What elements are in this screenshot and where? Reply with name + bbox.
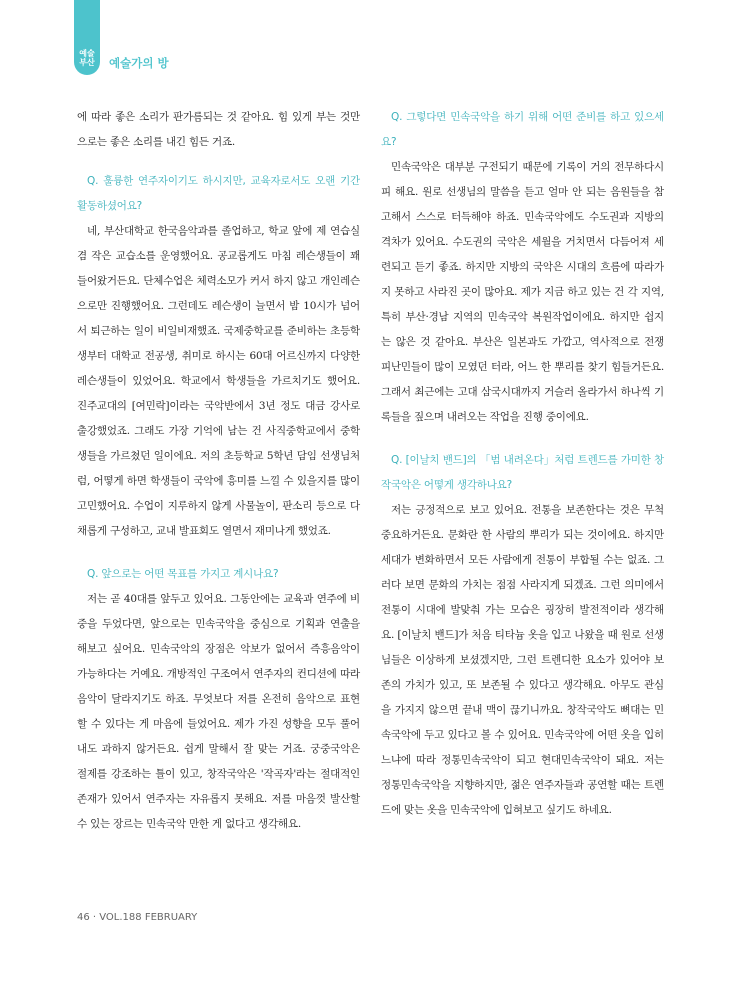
section-title: 예술가의 방 bbox=[109, 56, 169, 70]
right-column bbox=[381, 105, 664, 823]
left-column bbox=[77, 105, 360, 837]
answer-paragraph: 민속국악은 대부분 구전되기 때문에 기록이 거의 전무하다시피 해요. 원로 선생님의 말씀을 듣고 얼마 안 되는 음원들을 참고해서 스스로 터득해야 하죠. 민속국악에도 수도권과 지방의 격차가 있어요. 수도권의 국악은 세월을 거치면서 다듬어져 세련되고 듣기 좋죠. 하지만 지방의 국악은 시대의 흐름에 따라가지 못하고 사라진 곳이 많아요. 제가 지금 하고 있는 건 각 지역, 특히 부산·경남 지역의 민속국악 복원작업이에요. 하지만 쉽지는 않은 것 같아요. 부산은 일본과도 가깝고, 역사적으로 전쟁 피난민들이 많이 모였던 터라, 어느 한 뿌리를 찾기 힘들거든요. 그래서 최근에는 고대 삼국시대까지 거슬러 올라가서 하나씩 기록들을 짚으며 내려오는 작업을 진행 중이에요. bbox=[381, 161, 664, 423]
question-heading: Q. 훌륭한 연주자이기도 하시지만, 교육자로서도 오랜 기간 활동하셨어요? bbox=[77, 175, 360, 212]
magazine-tab-badge bbox=[74, 0, 100, 75]
tab-label: 예술 부산 bbox=[79, 49, 95, 67]
answer-continuation: 에 따라 좋은 소리가 판가름되는 것 같아요. 힘 있게 부는 것만으로는 좋은 소리를 내긴 힘든 거죠. bbox=[77, 111, 360, 148]
answer-paragraph: 네, 부산대학교 한국음악과를 졸업하고, 학교 앞에 제 연습실 겸 작은 교습소를 운영했어요. 공교롭게도 마침 레슨생들이 꽤 들어왔거든요. 단체수업은 체력소모가 커서 하지 않고 개인레슨으로만 진행했어요. 그런데도 레슨생이 늘면서 밤 10시가 넘어서 퇴근하는 일이 비일비재했죠. 국제중학교를 준비하는 초등학생부터 대학교 전공생, 취미로 하시는 60대 어르신까지 다양한 레슨생들이 있었어요. 학교에서 학생들을 가르치기도 했어요. 진주교대의 [여민락]이라는 국악반에서 3년 정도 대금 강사로 출강했었죠. 그래도 가장 기억에 남는 건 사직중학교에서 중학생들을 가르쳤던 일이에요. 저의 초등학교 5학년 담임 선생님처럼, 어떻게 하면 학생들이 국악에 흥미를 느낄 수 있을지를 많이 고민했어요. 수업이 지루하지 않게 사물놀이, 판소리 등으로 다채롭게 구성하고, 교내 발표회도 열면서 재미나게 했었죠. bbox=[77, 225, 360, 537]
answer-paragraph: 저는 긍정적으로 보고 있어요. 전통을 보존한다는 것은 무척 중요하거든요. 문화란 한 사람의 뿌리가 되는 것이에요. 하지만 세대가 변화하면서 모든 사람에게 전통이 부합될 수는 없죠. 그러다 보면 문화의 가치는 점점 사라지게 되겠죠. 그런 의미에서 전통이 시대에 발맞춰 가는 모습은 굉장히 발전적이라 생각해요. [이날치 밴드]가 처음 티타늄 옷을 입고 나왔을 때 원로 선생님들은 이상하게 보셨겠지만, 그런 트렌디한 요소가 있어야 보존의 가치가 있고, 또 보존될 수 있다고 생각해요. 아무도 관심을 가지지 않으면 끝내 맥이 끊기니까요. 창작국악도 뼈대는 민속국악에 두고 있다고 볼 수 있어요. 민속국악에 어떤 옷을 입히느냐에 따라 정통민속국악이 되고 현대민속국악이 돼요. 저는 정통민속국악을 지향하지만, 젊은 연주자들과 공연할 때는 트렌드에 맞는 옷을 민속국악에 입혀보고 싶기도 하네요. bbox=[381, 504, 664, 816]
question-heading: Q. [이날치 밴드]의 「범 내려온다」처럼 트렌드를 가미한 창작국악은 어떻게 생각하나요? bbox=[381, 454, 664, 491]
question-heading: Q. 그렇다면 민속국악을 하기 위해 어떤 준비를 하고 있으세요? bbox=[381, 111, 664, 148]
page-footer: 46 · VOL.188 FEBRUARY bbox=[77, 912, 198, 923]
answer-paragraph: 저는 곧 40대를 앞두고 있어요. 그동안에는 교육과 연주에 비중을 두었다면, 앞으로는 민속국악을 중심으로 기획과 연출을 해보고 싶어요. 민속국악의 장점은 악보가 없어서 즉흥음악이 가능하다는 거예요. 개방적인 구조여서 연주자의 컨디션에 따라 음악이 달라지기도 하죠. 무엇보다 저를 온전히 음악으로 표현할 수 있다는 게 마음에 들었어요. 제가 가진 성향을 모두 풀어내도 과하지 않거든요. 쉽게 말해서 잘 맞는 거죠. 궁중국악은 절제를 강조하는 틀이 있고, 창작국악은 '작곡자'라는 절대적인 존재가 있어서 연주자는 자유롭지 못해요. 저를 마음껏 발산할 수 있는 장르는 민속국악 만한 게 없다고 생각해요. bbox=[77, 593, 360, 830]
question-heading: Q. 앞으로는 어떤 목표를 가지고 계시나요? bbox=[87, 568, 279, 580]
